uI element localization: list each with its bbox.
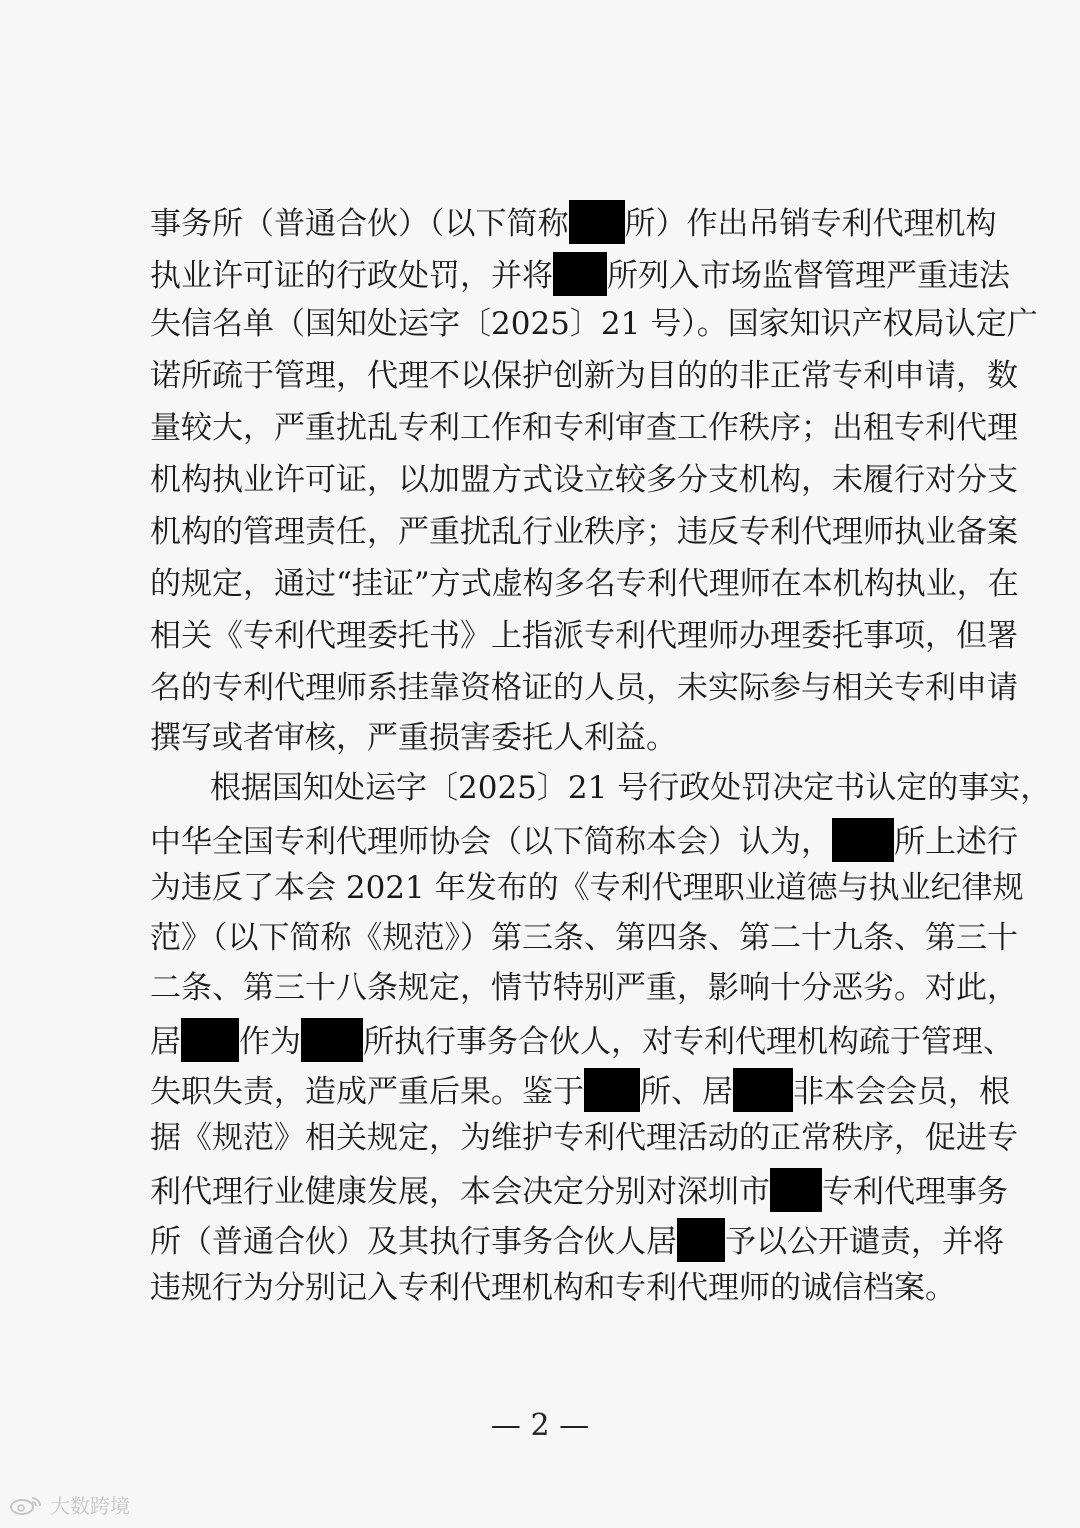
text-line: 居 作为 所执行事务合伙人，对专利代理机构疏于管理、 <box>150 1018 950 1058</box>
redaction-block <box>584 1068 640 1112</box>
text-line: 利代理行业健康发展，本会决定分别对深圳市 专利代理事务 <box>150 1168 950 1208</box>
text-line: 违规行为分别记入专利代理机构和专利代理师的诚信档案。 <box>150 1270 956 1306</box>
redaction-block <box>770 1168 822 1212</box>
redaction-block <box>569 200 625 244</box>
text-line: 撰写或者审核，严重损害委托人利益。 <box>150 720 677 756</box>
text-line: 范》（以下简称《规范》）第三条、第四条、第二十九条、第三十 <box>150 920 1018 956</box>
redaction-block <box>677 1218 725 1262</box>
redaction-block <box>832 818 894 862</box>
text-line: 事务所（普通合伙）（以下简称 所）作出吊销专利代理机构 <box>150 200 950 240</box>
watermark-text: 大数跨境 <box>50 1494 130 1518</box>
watermark <box>8 1490 130 1519</box>
redaction-block <box>733 1068 793 1112</box>
text-line: 相关《专利代理委托书》上指派专利代理师办理委托事项，但署 <box>150 618 1018 654</box>
text-line: 诺所疏于管理，代理不以保护创新为目的的非正常专利申请，数 <box>150 358 1018 394</box>
text-line: 所（普通合伙）及其执行事务合伙人居 予以公开谴责，并将 <box>150 1218 950 1258</box>
text-line: 量较大，严重扰乱专利工作和专利审查工作秩序；出租专利代理 <box>150 410 1018 446</box>
redaction-block <box>301 1018 363 1062</box>
text-line: 为违反了本会 2021 年发布的《专利代理职业道德与执业纪律规 <box>150 870 1024 906</box>
text-line: 的规定，通过“挂证”方式虚构多名专利代理师在本机构执业，在 <box>150 566 1019 602</box>
text-line: 机构的管理责任，严重扰乱行业秩序；违反专利代理师执业备案 <box>150 514 1018 550</box>
text-line: 名的专利代理师系挂靠资格证的人员，未实际参与相关专利申请 <box>150 670 1018 706</box>
text-line: 二条、第三十八条规定，情节特别严重，影响十分恶劣。对此， <box>150 970 1018 1006</box>
paragraph-start-line: 根据国知处运字〔2025〕21 号行政处罚决定书认定的事实， <box>210 770 1052 806</box>
text-line: 失职失责，造成严重后果。鉴于 所、居 非本会会员，根 <box>150 1068 950 1108</box>
weibo-logo-icon <box>8 1494 44 1516</box>
text-line: 执业许可证的行政处罚，并将 所列入市场监督管理严重违法 <box>150 252 950 292</box>
text-line: 据《规范》相关规定，为维护专利代理活动的正常秩序，促进专 <box>150 1120 1018 1156</box>
text-line: 中华全国专利代理师协会（以下简称本会）认为， 所上述行 <box>150 818 950 858</box>
text-line: 失信名单（国知处运字〔2025〕21 号）。国家知识产权局认定广 <box>150 306 1038 342</box>
text-line: 机构执业许可证，以加盟方式设立较多分支机构，未履行对分支 <box>150 462 1018 498</box>
redaction-block <box>553 252 607 296</box>
page-number: — 2 — <box>490 1408 590 1443</box>
redaction-block <box>181 1018 239 1062</box>
